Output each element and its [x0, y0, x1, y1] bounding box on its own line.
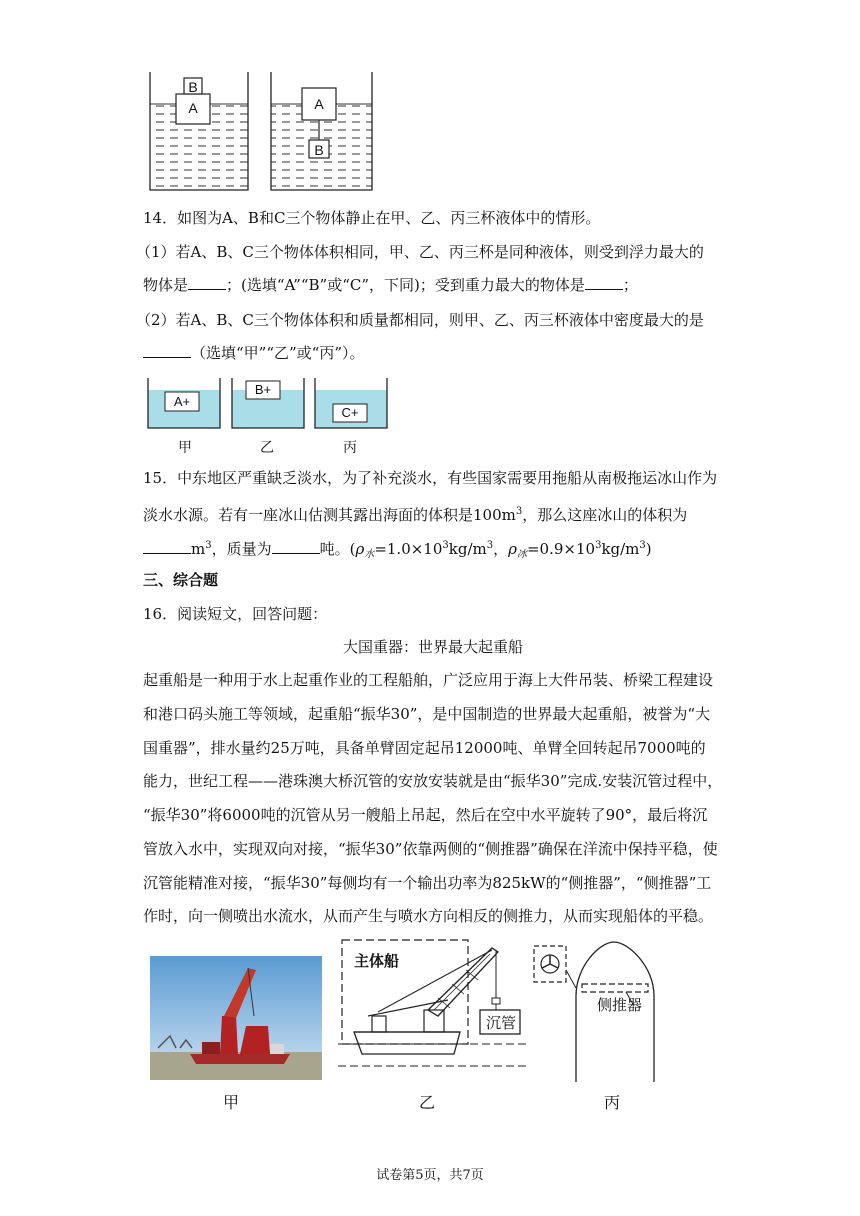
q14-part2-line2: [143, 343, 723, 363]
q16-para-line-8: 作时，向一侧喷出水流水，从而产生与喷水方向相反的侧推力，从而实现船体的平稳。: [143, 907, 714, 925]
q15-line3: [143, 536, 723, 565]
rho-water-symbol: ρ: [355, 540, 365, 558]
q14-part1-text-c: ；: [622, 276, 638, 294]
crane-ship-photo: [150, 956, 322, 1080]
q13-left-box-b: B: [188, 79, 198, 95]
q14-part1-text-a: 物体是: [143, 276, 189, 294]
q14-answer-blank-1[interactable]: [188, 275, 226, 290]
rho-ice-unit-sup: 3: [639, 540, 646, 551]
q16-para-line-6: 管放入水中，实现双向对接，“振华30”依靠两侧的“侧推器”确保在洋流中保持平稳，使: [143, 840, 718, 858]
q15-answer-blank-1[interactable]: [143, 539, 191, 554]
rho-close: ): [645, 540, 652, 558]
q16-para-line-3: 国重器”，排水量约25万吨，具备单臂固定起吊12000吨、单臂全回转起吊7000吨的: [143, 739, 706, 757]
q15-line1: 15．中东地区严重缺乏淡水，为了补充淡水，有些国家需要用拖船从南极拖运冰山作为: [143, 469, 718, 487]
rho-ice-symbol: ρ: [508, 540, 517, 558]
main-ship-label: 主体船: [354, 952, 400, 970]
rho-water-unit: kg/m: [448, 540, 487, 558]
q16-para-line-4: 能力，世纪工程——港珠澳大桥沉管的安放安装就是由“振华30”完成.安装沉管过程中，: [143, 772, 723, 790]
caption-jia: 甲: [222, 1093, 239, 1112]
q14-part1-text-b: ；(选填“A”“B”或“C”，下同)；受到重力最大的物体是: [226, 276, 585, 294]
q15-line2-text-a: 淡水水源。若有一座冰山估测其露出海面的体积是100m: [143, 506, 516, 524]
caption-bing: 丙: [603, 1093, 620, 1112]
q14-part2-line1: （2）若A、B、C三个物体体积和质量都相同，则甲、乙、丙三杯液体中密度最大的是: [136, 311, 704, 329]
q14-part2-text: （选填“甲”“乙”或“丙”）。: [191, 344, 365, 362]
rho-water-unit-sup: 3: [486, 540, 494, 551]
q14-part1-line2: [143, 275, 723, 295]
q15-text-ton: 吨。(: [319, 540, 356, 558]
q15-line2-text-b: ，那么这座冰山的体积为: [522, 506, 688, 524]
cup-bing-label: 丙: [343, 440, 357, 456]
sunken-pipe-label: 沉管: [485, 1014, 516, 1032]
q16-stem: 16．阅读短文，回答问题：: [143, 605, 328, 623]
rho-ice-exp: 3: [595, 540, 602, 551]
caption-yi: 乙: [418, 1093, 435, 1112]
q14-stem: 14．如图为A、B和C三个物体静止在甲、乙、丙三杯液体中的情形。: [143, 209, 601, 227]
rho-water-sub: 水: [364, 549, 375, 560]
q16-article-title: 大国重器：世界最大起重船: [342, 638, 523, 656]
q15-line2: [143, 502, 723, 525]
rho-water-exp: 3: [442, 540, 449, 551]
q13-figure: [140, 70, 380, 192]
rho-water-value: =1.0×10: [374, 540, 443, 558]
q16-para-line-1: 起重船是一种用于水上起重作业的工程船舶，广泛应用于海上大件吊装、桥梁工程建设: [143, 671, 714, 689]
q13-right-box-a: A: [314, 96, 324, 112]
cup-bing-box-label: C+: [341, 405, 359, 420]
q15-unit-m: m: [191, 540, 206, 558]
cup-yi-box-label: B+: [254, 382, 272, 397]
cup-jia-label: 甲: [178, 440, 192, 456]
cup-yi-label: 乙: [260, 440, 274, 456]
q15-text-mass: ，质量为: [211, 540, 272, 558]
q15-line2-sup: 3: [515, 506, 523, 517]
q13-left-box-a: A: [188, 100, 198, 116]
cup-jia-box-label: A+: [173, 394, 191, 409]
side-thruster-label: 侧推器: [597, 996, 643, 1014]
section-heading: 三、综合题: [143, 571, 219, 589]
q16-para-line-7: 沉管能精准对接，“振华30”每侧均有一个输出功率为825kW的“侧推器”，“侧推器”工: [143, 874, 712, 892]
q14-answer-blank-2[interactable]: [585, 275, 623, 290]
q13-right-box-b: B: [314, 142, 324, 158]
q16-para-line-2: 和港口码头施工等领域，起重船“振华30”，是中国制造的世界最大起重船，被誉为“大: [143, 705, 711, 723]
rho-ice-sub: 冰: [516, 549, 527, 560]
rho-separator: ，: [493, 540, 509, 558]
q14-part1-line1: （1）若A、B、C三个物体体积相同，甲、乙、丙三杯是同种液体，则受到浮力最大的: [136, 243, 704, 261]
q14-answer-blank-3[interactable]: [143, 343, 191, 358]
rho-ice-unit: kg/m: [601, 540, 640, 558]
rho-ice-value: =0.9×10: [526, 540, 596, 558]
q15-unit-sup: 3: [205, 540, 212, 551]
q15-answer-blank-2[interactable]: [272, 539, 320, 554]
q16-para-line-5: “振华30”将6000吨的沉管从另一艘船上吊起，然后在空中水平旋转了90°，最后将沉: [143, 806, 708, 824]
page-footer: 试卷第5页，共7页: [376, 1168, 484, 1183]
